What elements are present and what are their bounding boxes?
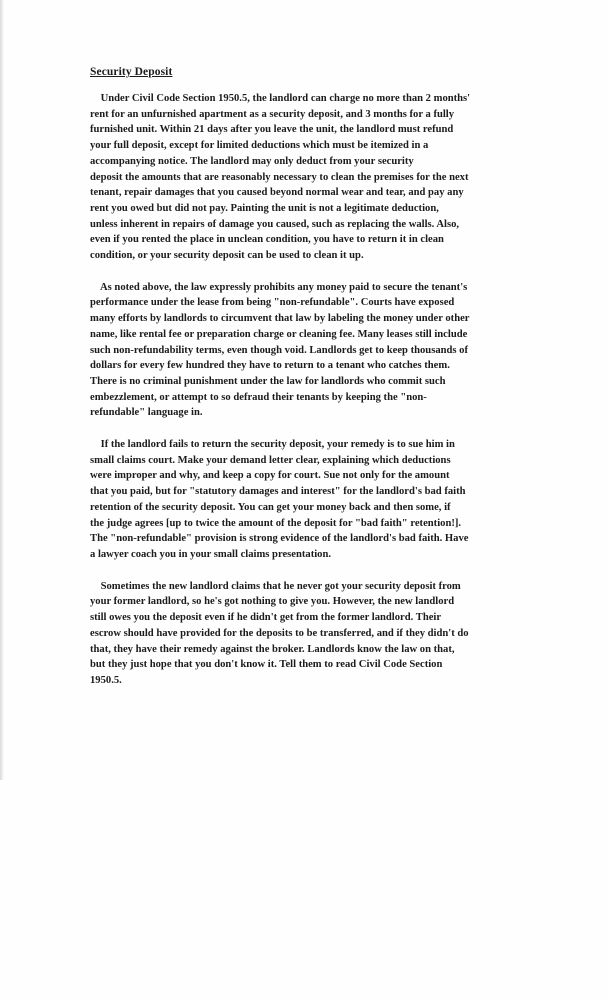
text-line: performance under the lease from being "non-refundable". Courts have exposed bbox=[90, 297, 455, 309]
text-line: your former landlord, so he's got nothing to give you. However, the new landlord bbox=[90, 596, 455, 608]
scan-edge-shadow bbox=[0, 0, 4, 780]
text-line: condition, or your security deposit can be used to clean it up. bbox=[90, 250, 364, 262]
text-line: dollars for every few hundred they have to return to a tenant who catches them. bbox=[90, 360, 450, 372]
text-line: rent for an unfurnished apartment as a security deposit, and 3 months for a fully bbox=[90, 108, 455, 120]
text-line: small claims court. Make your demand letter clear, explaining which deductions bbox=[90, 454, 451, 466]
text-line: 1950.5. bbox=[90, 674, 122, 686]
section-heading: Security Deposit bbox=[90, 66, 173, 78]
paragraph-deposit-limits bbox=[90, 91, 530, 264]
text-line: deposit the amounts that are reasonably necessary to clean the premises for the next bbox=[90, 171, 469, 183]
text-line: that, they have their remedy against the broker. Landlords know the law on that, bbox=[90, 643, 455, 655]
text-line: your full deposit, except for limited deductions which must be itemized in a bbox=[90, 140, 429, 152]
text-line: were improper and why, and keep a copy for court. Sue not only for the amount bbox=[90, 470, 450, 482]
text-line: the judge agrees [up to twice the amount of the deposit for "bad faith" retention!]. bbox=[90, 517, 462, 529]
text-line: name, like rental fee or preparation charge or cleaning fee. Many leases still include bbox=[90, 328, 468, 340]
text-line: Under Civil Code Section 1950.5, the landlord can charge no more than 2 months' bbox=[90, 93, 471, 104]
text-line: still owes you the deposit even if he didn't get from the former landlord. Their bbox=[90, 612, 442, 624]
paragraph-small-claims bbox=[90, 437, 530, 563]
text-line: furnished unit. Within 21 days after you leave the unit, the landlord must refund bbox=[90, 124, 454, 136]
text-line: even if you rented the place in unclean condition, you have to return it in clean bbox=[90, 234, 444, 246]
text-line: As noted above, the law expressly prohibits any money paid to secure the tenant's bbox=[90, 281, 468, 293]
text-line: tenant, repair damages that you caused beyond normal wear and tear, and pay any bbox=[90, 187, 464, 199]
document-body bbox=[90, 66, 530, 705]
text-line: retention of the security deposit. You can get your money back and then some, if bbox=[90, 501, 451, 513]
text-line: but they just hope that you don't know it. Tell them to read Civil Code Section bbox=[90, 659, 443, 671]
text-line: refundable" language in. bbox=[90, 407, 203, 419]
text-line: that you paid, but for "statutory damages and interest" for the landlord's bad faith bbox=[90, 486, 466, 498]
text-line: embezzlement, or attempt to so defraud their tenants by keeping the "non- bbox=[90, 391, 427, 403]
text-line: The "non-refundable" provision is strong evidence of the landlord's bad faith. Have bbox=[90, 533, 469, 545]
text-line: There is no criminal punishment under the law for landlords who commit such bbox=[90, 375, 446, 387]
text-line: many efforts by landlords to circumvent that law by labeling the money under other bbox=[90, 313, 470, 325]
text-line: rent you owed but did not pay. Painting the unit is not a legitimate deduction, bbox=[90, 202, 439, 214]
text-line: accompanying notice. The landlord may only deduct from your security bbox=[90, 155, 414, 167]
text-line: Sometimes the new landlord claims that he never got your security deposit from bbox=[90, 580, 461, 592]
text-line: unless inherent in repairs of damage you caused, such as replacing the walls. Also, bbox=[90, 218, 460, 230]
text-line: escrow should have provided for the deposits to be transferred, and if they didn't do bbox=[90, 627, 469, 639]
text-line: If the landlord fails to return the security deposit, your remedy is to sue him in bbox=[90, 439, 455, 451]
text-line: such non-refundability terms, even though void. Landlords get to keep thousands of bbox=[90, 344, 469, 356]
paragraph-non-refundable bbox=[90, 280, 530, 421]
text-line: a lawyer coach you in your small claims presentation. bbox=[90, 548, 332, 560]
paragraph-new-landlord bbox=[90, 579, 530, 689]
